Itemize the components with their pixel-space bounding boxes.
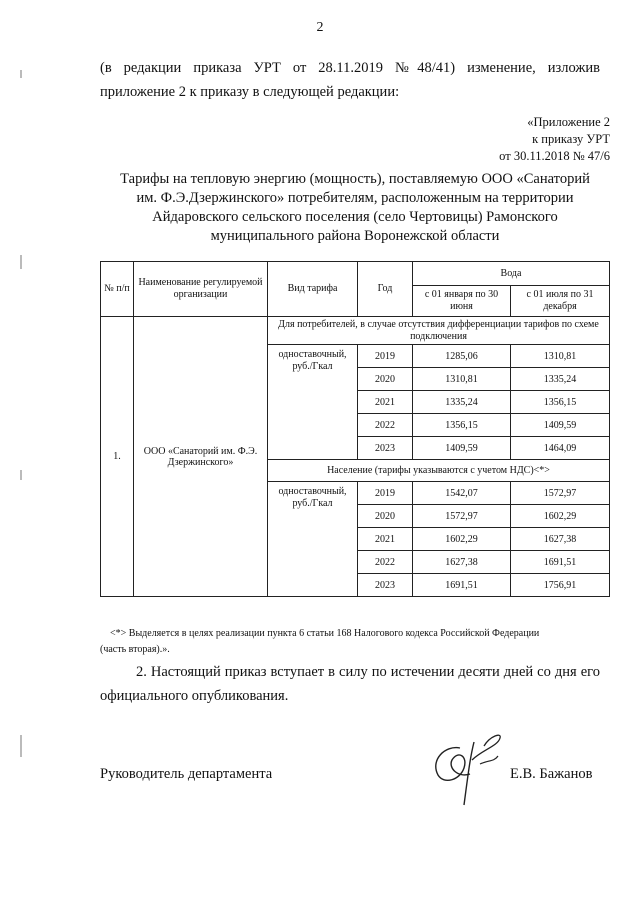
section-label: Население (тарифы указываются с учетом НДС)<*>: [268, 460, 610, 482]
value-h2: 1602,29: [511, 505, 610, 528]
appendix-line-3: от 30.11.2018 № 47/6: [499, 149, 610, 163]
value-h2: 1756,91: [511, 574, 610, 597]
signature-image: [420, 730, 520, 810]
year-cell: 2023: [358, 574, 413, 597]
intro-line-2: приложение 2 к приказу в следующей редакции:: [100, 84, 400, 100]
margin-mark: [20, 735, 22, 757]
header-period-1: с 01 января по 30 июня: [413, 286, 511, 317]
value-h2: 1691,51: [511, 551, 610, 574]
value-h1: 1691,51: [413, 574, 511, 597]
signer-name: Е.В. Бажанов: [510, 766, 593, 782]
year-cell: 2021: [358, 528, 413, 551]
value-h1: 1285,06: [413, 345, 511, 368]
page-number: 2: [316, 20, 324, 35]
margin-mark: [20, 470, 22, 480]
header-water: Вода: [413, 262, 610, 286]
value-h1: 1310,81: [413, 368, 511, 391]
appendix-line-1: «Приложение 2: [527, 115, 610, 129]
intro-line-1: (в редакции приказа УРТ от 28.11.2019 №48/41) изменение, изложив: [100, 60, 600, 76]
value-h1: 1572,97: [413, 505, 511, 528]
header-type: Вид тарифа: [268, 262, 358, 317]
title-line-1: Тарифы на тепловую энергию (мощность), поставляемую ООО «Санаторий: [120, 171, 590, 187]
margin-mark: [20, 70, 22, 78]
year-cell: 2019: [358, 482, 413, 505]
year-cell: 2022: [358, 414, 413, 437]
year-cell: 2020: [358, 368, 413, 391]
value-h1: 1335,24: [413, 391, 511, 414]
signer-title: Руководитель департамента: [100, 766, 273, 782]
header-year: Год: [358, 262, 413, 317]
header-org: Наименование регулируемой организации: [134, 262, 268, 317]
appendix-line-2: к приказу УРТ: [532, 132, 610, 146]
value-h2: 1409,59: [511, 414, 610, 437]
intro-paragraph: [100, 56, 600, 104]
footnote: [100, 626, 610, 658]
tariff-type: одноставочный, руб./Гкал: [268, 482, 358, 597]
value-h2: 1335,24: [511, 368, 610, 391]
margin-mark: [20, 255, 22, 269]
tariff-type: одноставочный, руб./Гкал: [268, 345, 358, 460]
year-cell: 2020: [358, 505, 413, 528]
title-line-3: Айдаровского сельского поселения (село Чертовицы) Рамонского: [152, 209, 558, 225]
value-h1: 1409,59: [413, 437, 511, 460]
value-h2: 1356,15: [511, 391, 610, 414]
year-cell: 2022: [358, 551, 413, 574]
title-line-2: им. Ф.Э.Дзержинского» потребителям, расположенным на территории: [136, 190, 574, 206]
value-h2: 1572,97: [511, 482, 610, 505]
value-h1: 1356,15: [413, 414, 511, 437]
section-label: Для потребителей, в случае отсутствия дифференциации тарифов по схеме подключения: [268, 317, 610, 345]
row-number: 1.: [101, 317, 134, 597]
clause-paragraph: 2. Настоящий приказ вступает в силу по истечении десяти дней со дня его официального опубликования.: [100, 664, 600, 704]
footnote-line-2: (часть вторая).».: [100, 644, 170, 655]
year-cell: 2023: [358, 437, 413, 460]
value-h2: 1627,38: [511, 528, 610, 551]
footnote-line-1: <*> Выделяется в целях реализации пункта 6 статьи 168 Налогового кодекса Российской Федерации: [110, 628, 540, 639]
organization-name: ООО «Санаторий им. Ф.Э. Дзержинского»: [134, 317, 268, 597]
value-h1: 1602,29: [413, 528, 511, 551]
year-cell: 2019: [358, 345, 413, 368]
tariff-table: [100, 261, 610, 597]
year-cell: 2021: [358, 391, 413, 414]
tariff-title: [100, 170, 610, 246]
title-line-4: муниципального района Воронежской области: [210, 228, 500, 244]
header-num: № п/п: [101, 262, 134, 317]
appendix-reference: [410, 114, 610, 165]
value-h2: 1310,81: [511, 345, 610, 368]
value-h2: 1464,09: [511, 437, 610, 460]
header-period-2: с 01 июля по 31 декабря: [511, 286, 610, 317]
value-h1: 1627,38: [413, 551, 511, 574]
value-h1: 1542,07: [413, 482, 511, 505]
